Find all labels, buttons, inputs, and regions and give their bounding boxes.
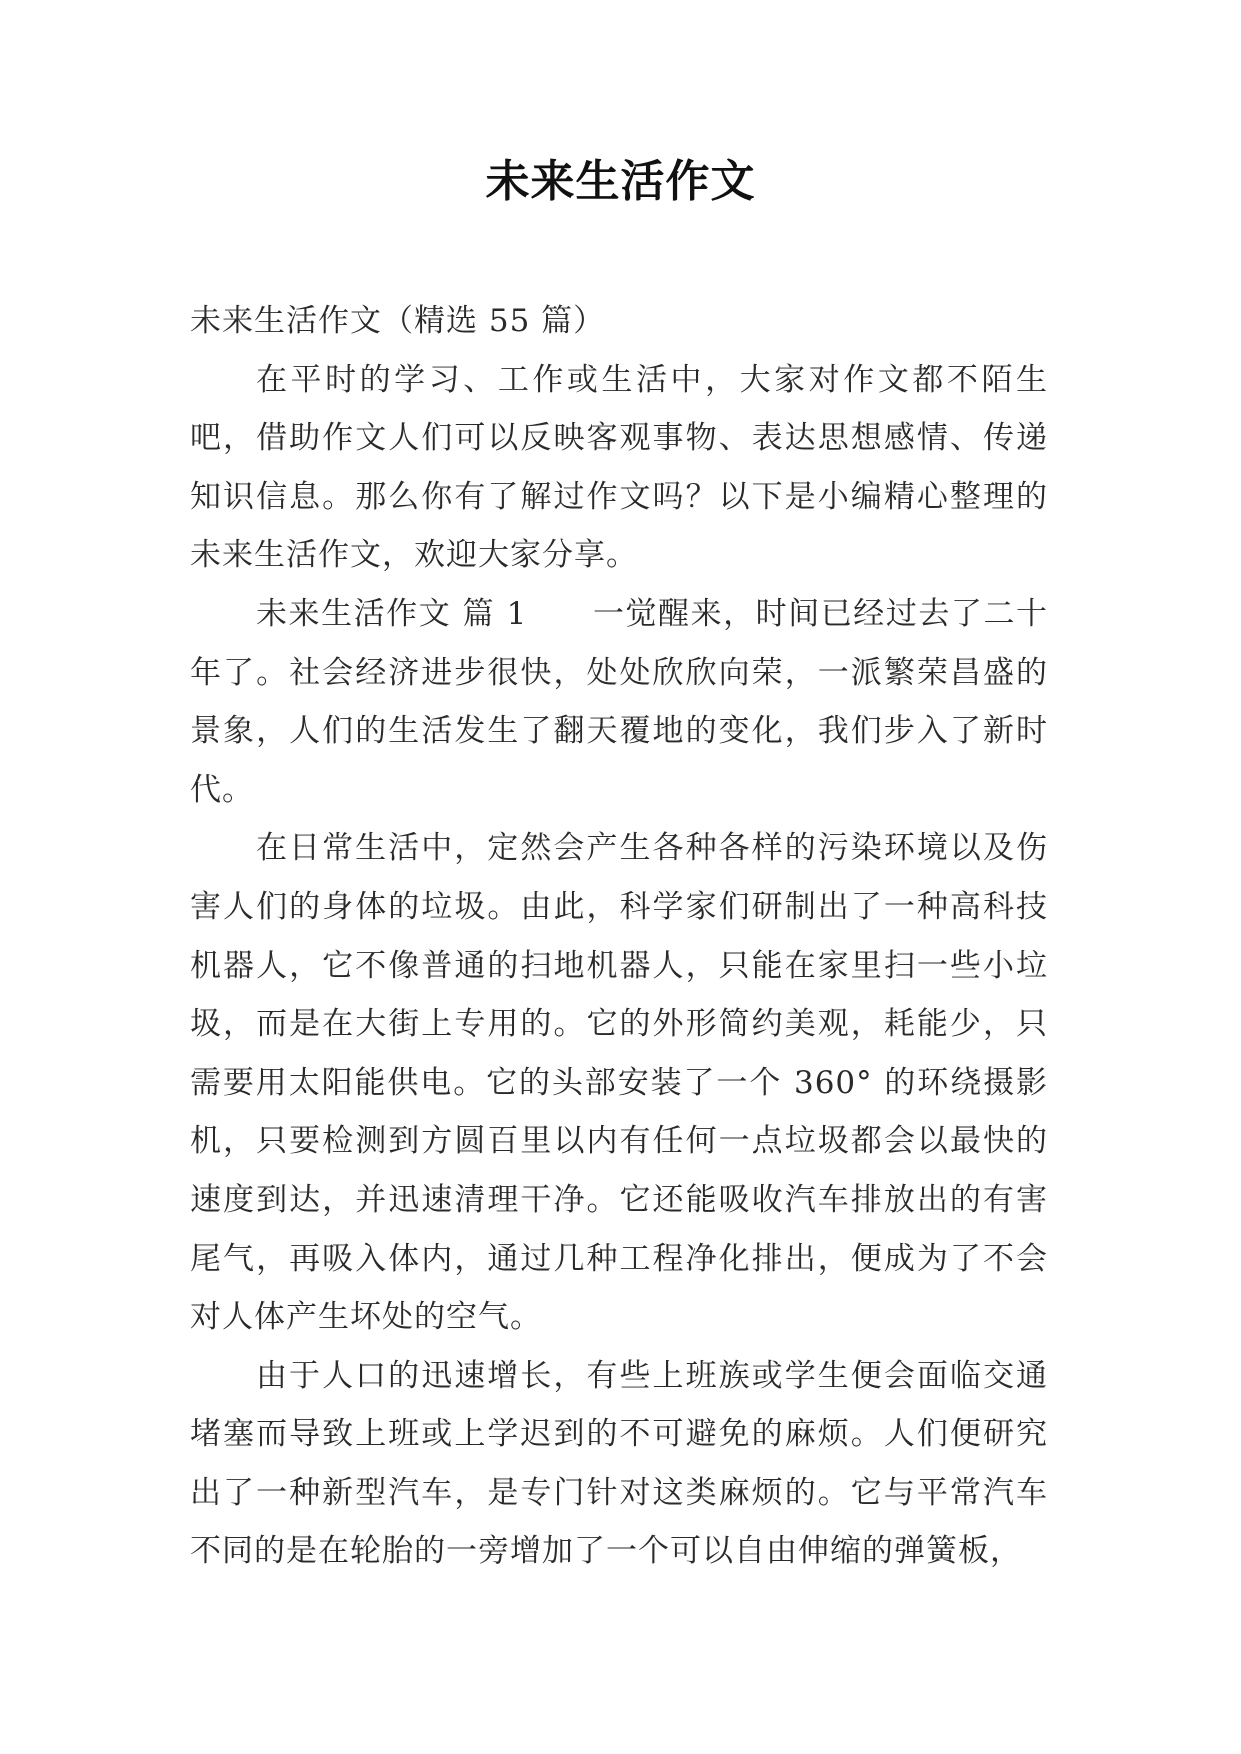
- paragraph-intro: 在平时的学习、工作或生活中，大家对作文都不陌生吧，借助作文人们可以反映客观事物、表达思想感情、传递知识信息。那么你有了解过作文吗？以下是小编精心整理的未来生活作文，欢迎大家分享。: [190, 361, 1048, 574]
- paragraph-cleaning-robot: 在日常生活中，定然会产生各种各样的污染环境以及伤害人们的身体的垃圾。由此，科学家们研制出了一种高科技机器人，它不像普通的扫地机器人，只能在家里扫一些小垃圾，而是在大街上专用的。它的外形简约美观，耗能少，只需要用太阳能供电。它的头部安装了一个 360° 的环绕摄影机，只要检测到方圆百里以内有任何一点垃圾都会以最快的速度到达，并迅速清理干净。它还能吸收汽车排放出的有害尾气，再吸入体内，通过几种工程净化排出，便成为了不会对人体产生坏处的空气。: [190, 830, 1048, 1336]
- paragraph-new-car: 由于人口的迅速增长，有些上班族或学生便会面临交通堵塞而导致上班或上学迟到的不可避免的麻烦。人们便研究出了一种新型汽车，是专门针对这类麻烦的。它与平常汽车不同的是在轮胎的一旁增加了一个可以自由伸缩的弹簧板，: [190, 1357, 1048, 1570]
- document-subtitle: 未来生活作文（精选 55 篇）: [190, 303, 606, 339]
- document-body: [190, 292, 1048, 1581]
- page-title: 未来生活作文: [485, 156, 756, 207]
- paragraph-essay-1-opening: 未来生活作文 篇 1 一觉醒来，时间已经过去了二十年了。社会经济进步很快，处处欣欣向荣，一派繁荣昌盛的景象，人们的生活发生了翻天覆地的变化，我们步入了新时代。: [190, 595, 1048, 808]
